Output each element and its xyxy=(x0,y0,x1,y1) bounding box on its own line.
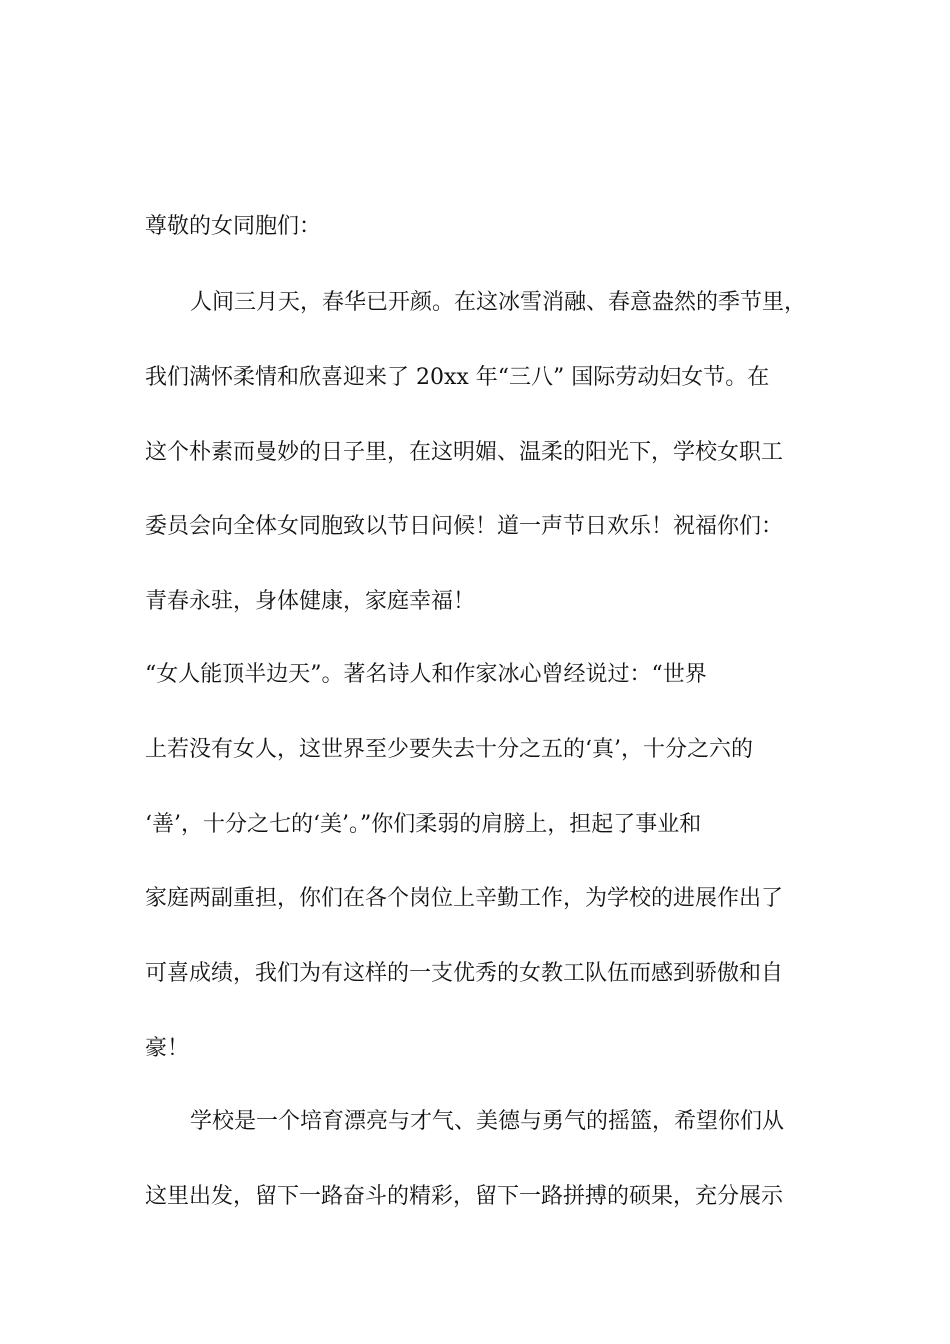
paragraph-3-line-1: 学校是一个培育漂亮与才气、美德与勇气的摇篮，希望你们从 xyxy=(190,1109,785,1134)
paragraph-2-line-1: “女人能顶半边天”。著名诗人和作家冰心曾经说过：“世界 xyxy=(145,662,707,687)
paragraph-1-line-2: 我们满怀柔情和欣喜迎来了 20xx 年“三八” 国际劳动妇女节。在 xyxy=(145,365,770,390)
greeting-line: 尊敬的女同胞们： xyxy=(145,214,322,239)
paragraph-1-line-1: 人间三月天，春华已开颜。在这冰雪消融、春意盎然的季节里， xyxy=(190,290,807,315)
paragraph-2-line-5: 可喜成绩，我们为有这样的一支优秀的女教工队伍而感到骄傲和自 xyxy=(145,961,784,986)
paragraph-1-line-5: 青春永驻，身体健康，家庭幸福！ xyxy=(145,589,476,614)
paragraph-2-line-4: 家庭两副重担，你们在各个岗位上辛勤工作，为学校的进展作出了 xyxy=(145,886,784,911)
paragraph-1-line-4: 委员会向全体女同胞致以节日问候！道一声节日欢乐！祝福你们： xyxy=(145,514,784,539)
paragraph-1-line-3: 这个朴素而曼妙的日子里，在这明媚、温柔的阳光下，学校女职工 xyxy=(145,440,784,465)
paragraph-3-line-2: 这里出发，留下一路奋斗的精彩，留下一路拼搏的硕果，充分展示 xyxy=(145,1184,784,1209)
paragraph-2-line-2: 上若没有女人，这世界至少要失去十分之五的‘真’，十分之六的 xyxy=(145,737,753,762)
paragraph-2-line-6: 豪！ xyxy=(145,1036,190,1061)
paragraph-2-line-3: ‘善’，十分之七的‘美’。”你们柔弱的肩膀上，担起了事业和 xyxy=(145,812,702,837)
